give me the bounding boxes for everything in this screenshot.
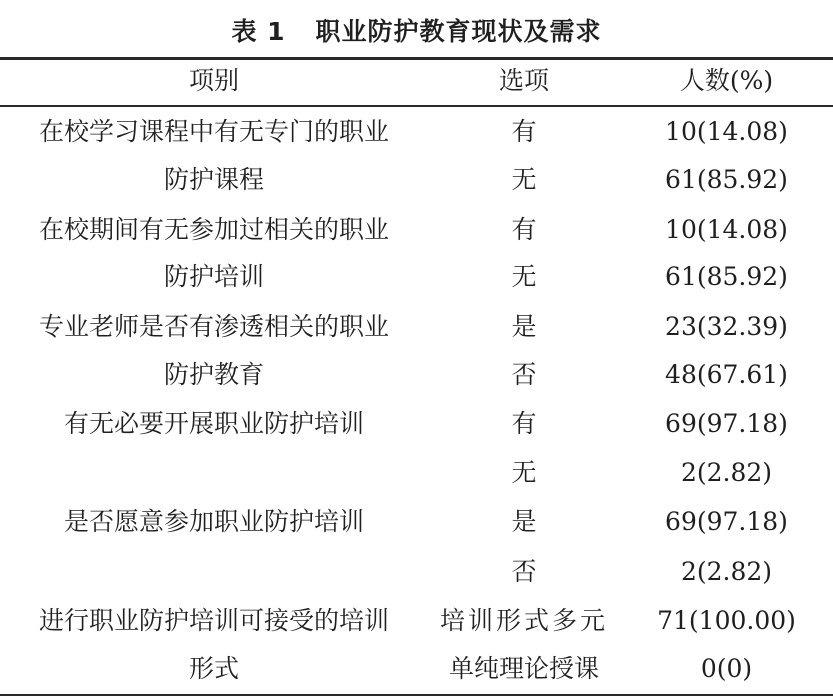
row-option: 有 <box>511 409 537 438</box>
row-option: 培训形式多元 <box>439 606 608 635</box>
row-count: 10(14.08) <box>665 215 788 244</box>
row-count: 2(2.82) <box>680 557 773 586</box>
row-option: 是 <box>511 312 537 341</box>
row-count: 2(2.82) <box>680 458 773 487</box>
row-count: 69(97.18) <box>665 507 788 536</box>
bottom-rule <box>0 694 833 696</box>
row-option: 无 <box>511 165 537 194</box>
row-item: 形式 <box>188 654 239 683</box>
row-option: 有 <box>511 215 537 244</box>
header-count: 人数(%) <box>679 66 774 95</box>
row-item: 是否愿意参加职业防护培训 <box>63 507 364 536</box>
row-count: 61(85.92) <box>665 262 788 291</box>
row-item: 防护培训 <box>163 262 264 291</box>
header-item: 项别 <box>188 66 239 95</box>
table-number: 表 1 <box>231 17 286 46</box>
row-count: 69(97.18) <box>665 409 788 438</box>
row-count: 10(14.08) <box>665 117 788 146</box>
row-item: 防护教育 <box>163 360 264 389</box>
row-item: 专业老师是否有渗透相关的职业 <box>38 312 389 341</box>
table-caption <box>0 8 833 56</box>
row-item: 进行职业防护培训可接受的培训 <box>38 606 389 635</box>
row-item <box>0 548 428 596</box>
row-count: 61(85.92) <box>665 165 788 194</box>
row-option: 单纯理论授课 <box>448 654 599 683</box>
row-option: 无 <box>511 262 537 291</box>
row-item: 有无必要开展职业防护培训 <box>63 409 364 438</box>
row-item <box>0 449 428 497</box>
row-option: 否 <box>511 557 537 586</box>
table-title: 职业防护教育现状及需求 <box>315 17 602 46</box>
row-item: 在校学习课程中有无专门的职业 <box>38 117 389 146</box>
row-count: 23(32.39) <box>665 312 788 341</box>
row-option: 否 <box>511 360 537 389</box>
row-item: 在校期间有无参加过相关的职业 <box>38 215 389 244</box>
header-rule <box>0 105 833 107</box>
header-option: 选项 <box>498 66 549 95</box>
row-item: 防护课程 <box>163 165 264 194</box>
row-option: 有 <box>511 117 537 146</box>
row-count: 0(0) <box>700 654 753 683</box>
row-option: 是 <box>511 507 537 536</box>
row-count: 71(100.00) <box>657 606 796 635</box>
row-count: 48(67.61) <box>665 360 788 389</box>
row-option: 无 <box>511 458 537 487</box>
